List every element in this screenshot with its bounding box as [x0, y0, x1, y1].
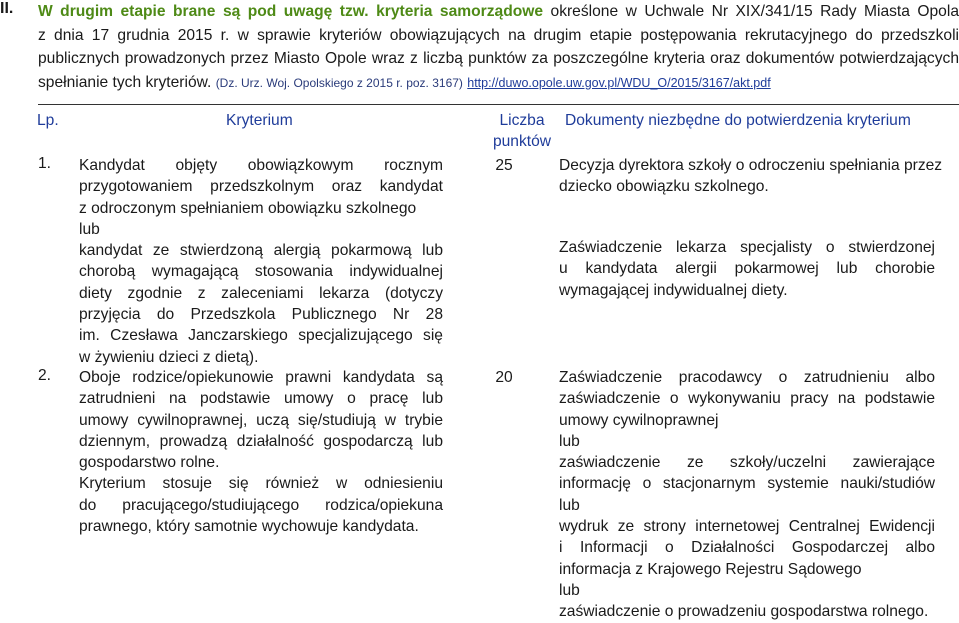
header-liczba-punktow: Liczba punktów	[492, 112, 552, 150]
row-1-dokumenty-decyzja: Decyzja dyrektora szkoły o odroczeniu spełniania przez dziecko obowiązku szkolnego.	[559, 157, 943, 196]
header-kryterium: Kryterium	[226, 112, 293, 129]
section-numeral: II.	[0, 0, 14, 17]
header-lp: Lp.	[37, 112, 59, 129]
row-1-dokumenty-zaswiadczenie: Zaświadczenie lekarza specjalisty o stwierdzonej u kandydata alergii pokarmowej lub chorobie wymagającej indywidualnej diety.	[559, 239, 935, 299]
row-1-lp: 1.	[38, 155, 52, 172]
intro-highlight: W drugim etapie brane są pod uwagę tzw. kryteria samorządowe	[38, 3, 544, 20]
table-top-border	[38, 104, 959, 105]
source-link[interactable]: http://duwo.opole.uw.gov.pl/WDU_O/2015/3167/akt.pdf	[467, 75, 771, 90]
intro-line-3: publicznych prowadzonych przez Miasto Opole wraz z liczbą punktów za poszczególne kryteria oraz dokumentów potwierdzających	[38, 50, 959, 67]
row-2-dokumenty: Zaświadczenie pracodawcy o zatrudnieniu albo zaświadczenie o wykonywaniu pracy na podstawie umowy cywilnoprawnej lub zaświadczenie ze szkoły/uczelni zawierające informację o stacjonarnym systemie nauki/studiów lub wydruk ze strony internetowej Centralnej Ewidencji i Informacji o Działalności Gospodarczej albo informacja z Krajowego Rejestru Sądowego lub zaświadczenie o prowadzeniu gospodarstwa rolnego.	[559, 369, 935, 621]
intro-line-1: W drugim etapie brane są pod uwagę tzw. kryteria samorządowe określone w Uchwale Nr XIX/341/15 Rady Miasta Opola	[38, 3, 959, 20]
row-2-punkty: 20	[495, 369, 513, 386]
intro-line-2: z dnia 17 grudnia 2015 r. w sprawie kryteriów obowiązujących na drugim etapie postępowania rekrutacyjnego do przedszkoli	[38, 26, 959, 44]
row-2-lp: 2.	[38, 367, 52, 384]
row-1-punkty: 25	[495, 157, 513, 174]
header-dokumenty: Dokumenty niezbędne do potwierdzenia kryterium	[565, 112, 911, 129]
intro-paragraph	[38, 0, 959, 95]
row-1-kryterium: Kandydat objęty obowiązkowym rocznym przygotowaniem przedszkolnym oraz kandydat z odroczonym spełnianiem obowiązku szkolnego lub kandydat ze stwierdzoną alergią pokarmową lub chorobą wymagającą stosowania indywidualnej diety zgodnie z zaleceniami lekarza (dotyczy przyjęcia do Przedszkola Publicznego Nr 28 im. Czesława Janczarskiego specjalizującego się w żywieniu dzieci z dietą).	[79, 157, 443, 366]
row-2-kryterium: Oboje rodzice/opiekunowie prawni kandydata są zatrudnieni na podstawie umowy o pracę lub umowy cywilnoprawnej, uczą się/studiują w trybie dziennym, prowadzą działalność gospodarczą lub gospodarstwo rolne. Kryterium stosuje się również w odniesieniu do pracującego/studiującego rodzica/opiekuna prawnego, który samotnie wychowuje kandydata.	[79, 369, 443, 536]
intro-line-4: spełnianie tych kryteriów. (Dz. Urz. Woj. Opolskiego z 2015 r. poz. 3167) http://duwo.opole.uw.gov.pl/WDU_O/2015/3167/akt.pdf	[38, 73, 771, 91]
source-reference: (Dz. Urz. Woj. Opolskiego z 2015 r. poz. 3167)	[215, 75, 463, 90]
